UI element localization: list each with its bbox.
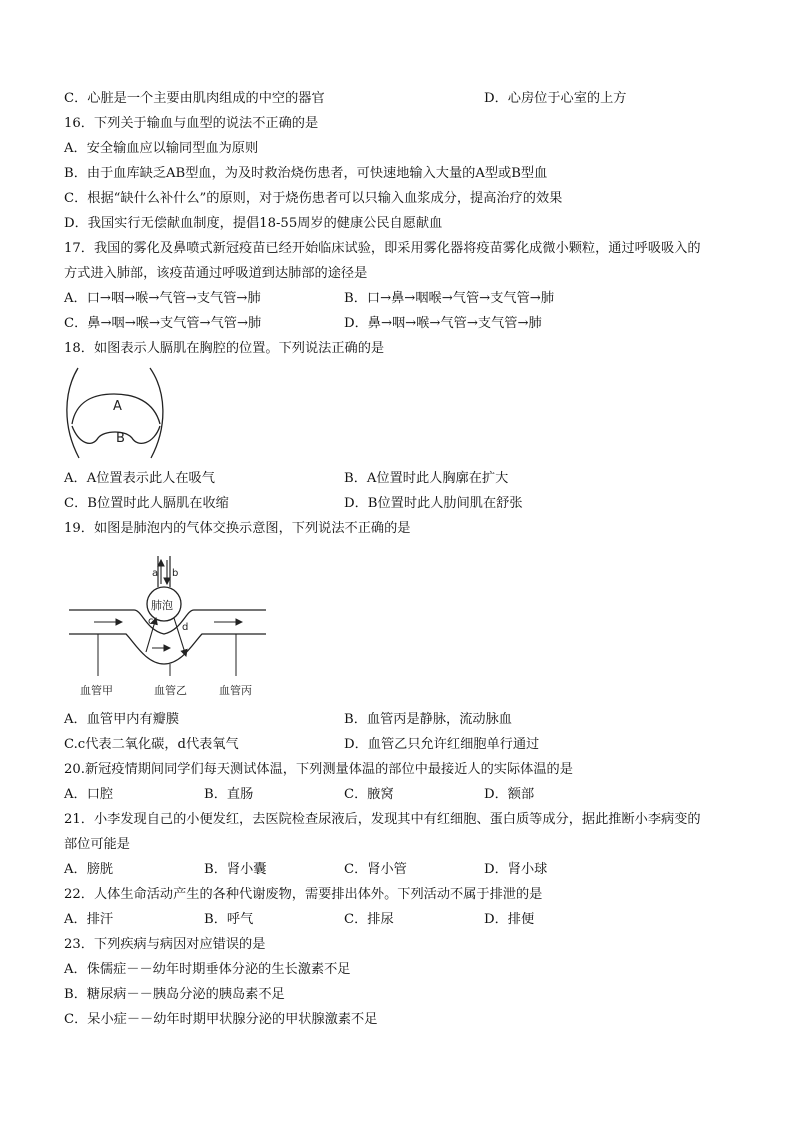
q21-stem-line1: 21．小李发现自己的小便发红，去医院检查尿液后，发现其中有红细胞、蛋白质等成分，据此推断小李病变的 bbox=[64, 812, 701, 827]
q20-option-a: A．口腔 bbox=[64, 787, 114, 802]
q20-stem: 20.新冠疫情期间同学们每天测试体温，下列测量体温的部位中最接近人的实际体温的是 bbox=[64, 762, 573, 777]
chest-wall-outline bbox=[67, 368, 79, 458]
q18-option-c: C．B位置时此人膈肌在收缩 bbox=[64, 496, 229, 511]
q20-option-c: C．腋窝 bbox=[344, 787, 394, 802]
q16-option-b: B．由于血库缺乏AB型血，为及时救治烧伤患者，可快速地输入大量的A型或B型血 bbox=[64, 166, 548, 181]
chest-wall-outline-right bbox=[150, 368, 163, 458]
q16-stem: 16．下列关于输血与血型的说法不正确的是 bbox=[64, 116, 319, 131]
q23-option-b: B．糖尿病－－胰岛分泌的胰岛素不足 bbox=[64, 987, 285, 1002]
q16-option-c: C．根据“缺什么补什么”的原则，对于烧伤患者可以只输入血浆成分，提高治疗的效果 bbox=[64, 191, 563, 206]
q17-stem-line1: 17．我国的雾化及鼻喷式新冠疫苗已经开始临床试验，即采用雾化器将疫苗雾化成微小颗粒，通过呼吸吸入的 bbox=[64, 241, 701, 256]
q21-option-a: A．膀胱 bbox=[64, 862, 114, 877]
label-b: b bbox=[172, 568, 179, 579]
q17-option-d: D．鼻→咽→喉→气管→支气管→肺 bbox=[344, 316, 542, 331]
q16-option-a: A．安全输血应以输同型血为原则 bbox=[64, 141, 259, 156]
q23-stem: 23．下列疾病与病因对应错误的是 bbox=[64, 937, 266, 952]
q15-option-d: D．心房位于心室的上方 bbox=[484, 91, 627, 106]
q22-stem: 22．人体生命活动产生的各种代谢废物，需要排出体外。下列活动不属于排泄的是 bbox=[64, 887, 543, 902]
q22-option-a: A．排汗 bbox=[64, 912, 114, 927]
vessel-1-label: 血管甲 bbox=[80, 684, 113, 697]
alveolus-label: 肺泡 bbox=[151, 599, 173, 612]
q23-option-a: A．侏儒症－－幼年时期垂体分泌的生长激素不足 bbox=[64, 962, 351, 977]
q19-option-b: B．血管丙是静脉，流动脉血 bbox=[344, 712, 512, 727]
diaphragm-label-a: A bbox=[113, 399, 122, 414]
q18-stem: 18．如图表示人膈肌在胸腔的位置。下列说法正确的是 bbox=[64, 341, 385, 356]
q18-option-b: B．A位置时此人胸廓在扩大 bbox=[344, 471, 509, 486]
q19-option-a: A．血管甲内有瓣膜 bbox=[64, 712, 180, 727]
q22-option-b: B．呼气 bbox=[204, 912, 254, 927]
q20-option-b: B．直肠 bbox=[204, 787, 254, 802]
vessel-2-label: 血管乙 bbox=[154, 684, 187, 697]
q23-option-c: C．呆小症－－幼年时期甲状腺分泌的甲状腺激素不足 bbox=[64, 1012, 378, 1027]
vessel-3-label: 血管丙 bbox=[219, 684, 252, 697]
q18-option-a: A．A位置表示此人在吸气 bbox=[64, 471, 215, 486]
q17-stem-line2: 方式进入肺部，该疫苗通过呼吸道到达肺部的途径是 bbox=[64, 266, 368, 281]
q21-option-d: D．肾小球 bbox=[484, 862, 548, 877]
label-a: a bbox=[152, 568, 159, 579]
q19-stem: 19．如图是肺泡内的气体交换示意图，下列说法不正确的是 bbox=[64, 521, 411, 536]
q21-option-b: B．肾小囊 bbox=[204, 862, 267, 877]
q18-option-d: D．B位置时此人肋间肌在舒张 bbox=[344, 496, 523, 511]
q19-option-c: C.c代表二氧化碳，d代表氧气 bbox=[64, 737, 239, 752]
q17-option-a: A．口→咽→喉→气管→支气管→肺 bbox=[64, 291, 261, 306]
q22-option-c: C．排尿 bbox=[344, 912, 394, 927]
q16-option-d: D．我国实行无偿献血制度，提倡18-55周岁的健康公民自愿献血 bbox=[64, 216, 443, 231]
q19-option-d: D．血管乙只允许红细胞单行通过 bbox=[344, 737, 540, 752]
q17-option-c: C．鼻→咽→喉→支气管→气管→肺 bbox=[64, 316, 262, 331]
q15-option-c: C．心脏是一个主要由肌肉组成的中空的器官 bbox=[64, 91, 325, 106]
q17-option-b: B．口→鼻→咽喉→气管→支气管→肺 bbox=[344, 291, 555, 306]
alveolus-gas-exchange-figure bbox=[64, 552, 274, 700]
diaphragm-figure bbox=[64, 366, 172, 462]
q20-option-d: D．额部 bbox=[484, 787, 535, 802]
q21-stem-line2: 部位可能是 bbox=[64, 837, 130, 852]
label-c: c bbox=[148, 616, 154, 627]
label-d: d bbox=[182, 622, 189, 633]
q22-option-d: D．排便 bbox=[484, 912, 535, 927]
diaphragm-label-b: B bbox=[116, 431, 125, 446]
q21-option-c: C．肾小管 bbox=[344, 862, 407, 877]
